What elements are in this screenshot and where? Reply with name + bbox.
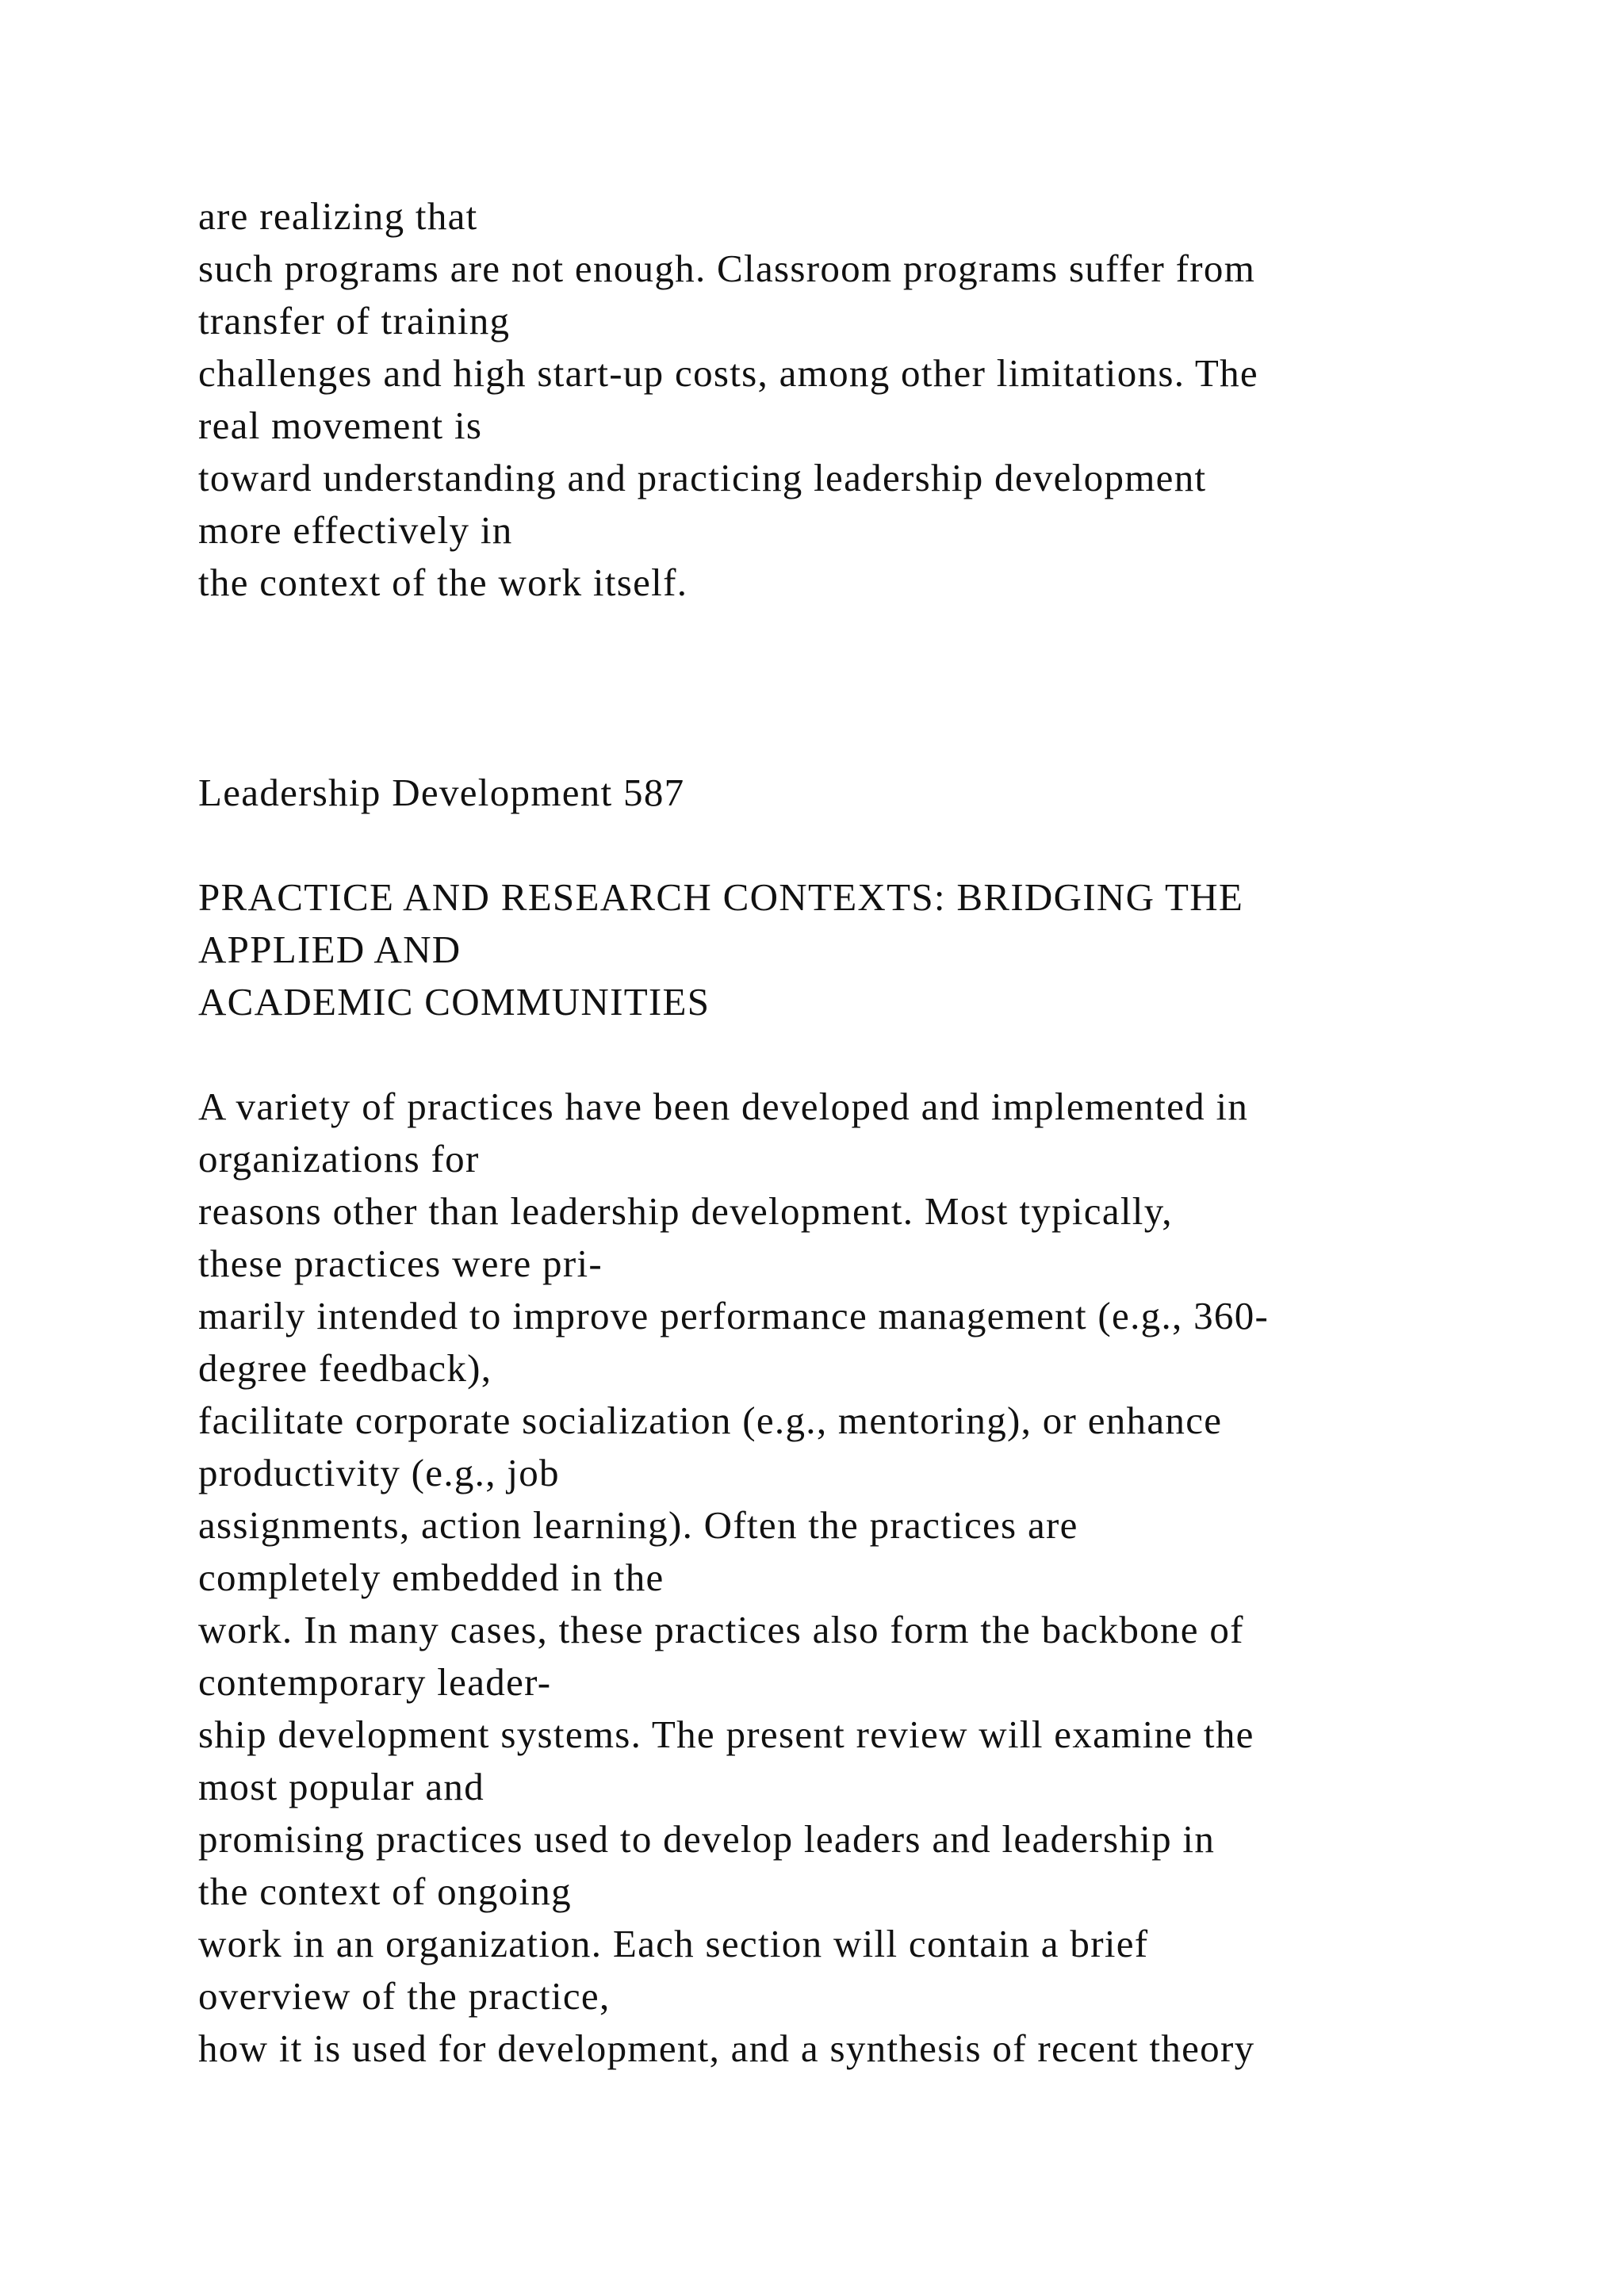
section-heading-line: APPLIED AND: [198, 928, 462, 971]
body-line: most popular and: [198, 1765, 485, 1808]
body-line: work. In many cases, these practices also form the backbone of: [198, 1608, 1244, 1651]
intro-line: the context of the work itself.: [198, 561, 688, 604]
body-line: marily intended to improve performance management (e.g., 360-: [198, 1294, 1270, 1337]
body-line: these practices were pri-: [198, 1242, 603, 1285]
body-line: completely embedded in the: [198, 1556, 665, 1599]
section-heading-line: ACADEMIC COMMUNITIES: [198, 980, 710, 1024]
intro-line: toward understanding and practicing leadership development: [198, 456, 1207, 499]
body-line: promising practices used to develop leaders and leadership in: [198, 1817, 1216, 1861]
body-line: facilitate corporate socialization (e.g., mentoring), or enhance: [198, 1399, 1223, 1442]
intro-line: more effectively in: [198, 508, 513, 552]
body-line: organizations for: [198, 1137, 480, 1181]
body-line: degree feedback),: [198, 1346, 492, 1390]
section-heading-line: PRACTICE AND RESEARCH CONTEXTS: BRIDGING THE: [198, 875, 1244, 919]
body-line: ship development systems. The present review will examine the: [198, 1712, 1254, 1756]
body-line: reasons other than leadership development. Most typically,: [198, 1189, 1173, 1233]
body-line: the context of ongoing: [198, 1869, 572, 1913]
body-line: contemporary leader-: [198, 1660, 552, 1704]
body-line: assignments, action learning). Often the practices are: [198, 1503, 1078, 1547]
body-line: productivity (e.g., job: [198, 1451, 560, 1494]
intro-line: such programs are not enough. Classroom programs suffer from: [198, 247, 1256, 290]
body-line: how it is used for development, and a synthesis of recent theory: [198, 2026, 1255, 2070]
intro-line: transfer of training: [198, 299, 511, 342]
intro-line: real movement is: [198, 404, 483, 447]
body-line: overview of the practice,: [198, 1974, 611, 2018]
intro-line: challenges and high start-up costs, among other limitations. The: [198, 351, 1258, 395]
running-header: Leadership Development 587: [198, 771, 685, 814]
intro-line: are realizing that: [198, 194, 478, 238]
body-line: work in an organization. Each section will contain a brief: [198, 1922, 1149, 1965]
body-line: A variety of practices have been developed and implemented in: [198, 1085, 1249, 1128]
